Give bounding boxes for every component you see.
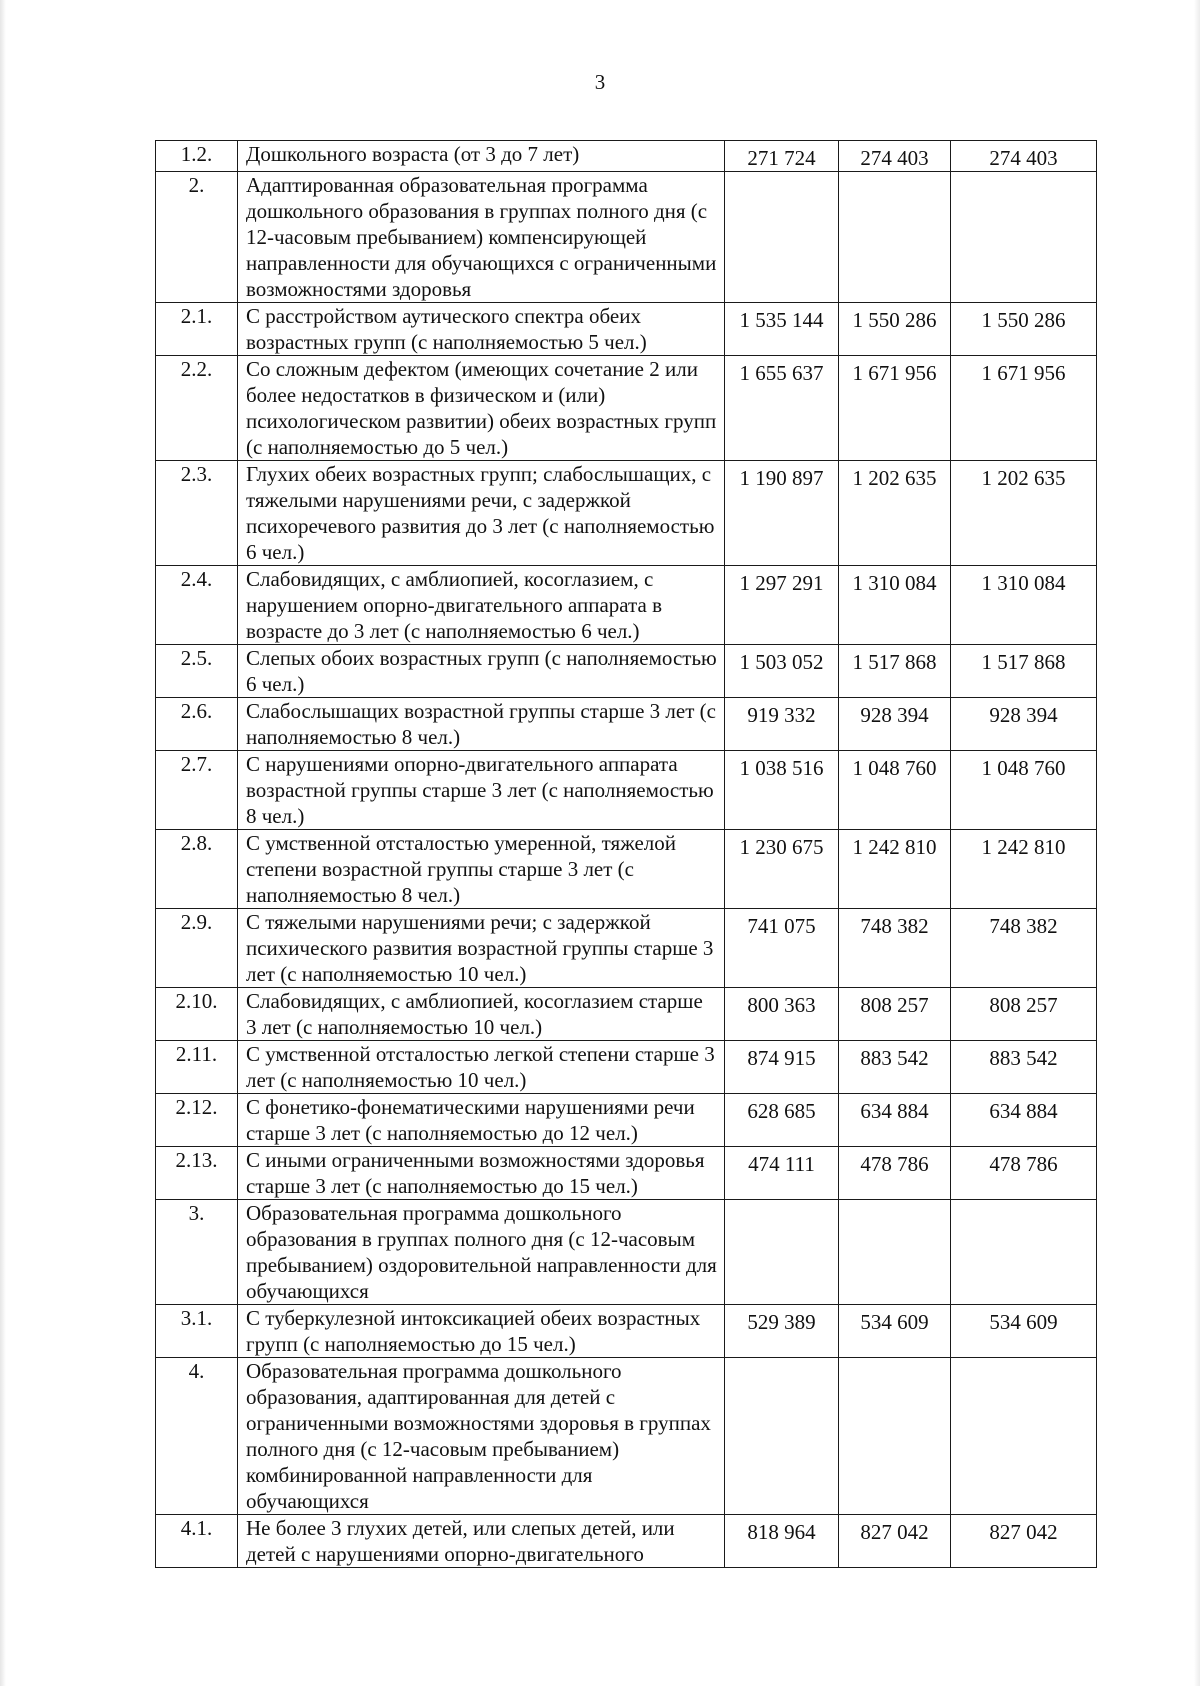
page-left-edge xyxy=(0,0,6,1686)
row-number: 2.12. xyxy=(156,1094,238,1147)
row-name: С фонетико-фонематическими нарушениями речи старше 3 лет (с наполняемостью до 12 чел.) xyxy=(238,1094,725,1147)
row-value-2: 1 048 760 xyxy=(839,751,951,830)
table-row xyxy=(156,1515,1097,1568)
row-value-3: 1 242 810 xyxy=(951,830,1097,909)
row-name: Со сложным дефектом (имеющих сочетание 2 или более недостатков в физическом и (или) психологическом развитии) обеих возрастных групп (с наполняемостью до 5 чел.) xyxy=(238,356,725,461)
table-row xyxy=(156,1094,1097,1147)
row-number: 2. xyxy=(156,172,238,303)
row-value-2: 808 257 xyxy=(839,988,951,1041)
row-value-2 xyxy=(839,1200,951,1305)
row-number: 3. xyxy=(156,1200,238,1305)
table-row xyxy=(156,1358,1097,1515)
row-value-1: 818 964 xyxy=(725,1515,839,1568)
row-name: С тяжелыми нарушениями речи; с задержкой психического развития возрастной группы старше 3 лет (с наполняемостью 10 чел.) xyxy=(238,909,725,988)
row-number: 2.8. xyxy=(156,830,238,909)
row-number: 2.4. xyxy=(156,566,238,645)
row-value-3: 827 042 xyxy=(951,1515,1097,1568)
row-name: Не более 3 глухих детей, или слепых детей, или детей с нарушениями опорно-двигательного xyxy=(238,1515,725,1568)
row-value-2: 1 517 868 xyxy=(839,645,951,698)
table-row xyxy=(156,172,1097,303)
table-row xyxy=(156,461,1097,566)
row-value-1: 1 503 052 xyxy=(725,645,839,698)
row-name: С расстройством аутического спектра обеих возрастных групп (с наполняемостью 5 чел.) xyxy=(238,303,725,356)
row-number: 2.11. xyxy=(156,1041,238,1094)
table-row xyxy=(156,698,1097,751)
row-value-3: 1 517 868 xyxy=(951,645,1097,698)
row-value-3: 1 550 286 xyxy=(951,303,1097,356)
row-value-1: 800 363 xyxy=(725,988,839,1041)
table-row xyxy=(156,751,1097,830)
table-row xyxy=(156,303,1097,356)
row-value-2: 748 382 xyxy=(839,909,951,988)
row-name: Слепых обоих возрастных групп (с наполняемостью 6 чел.) xyxy=(238,645,725,698)
row-value-2: 478 786 xyxy=(839,1147,951,1200)
row-number: 2.5. xyxy=(156,645,238,698)
row-name: Образовательная программа дошкольного образования, адаптированная для детей с ограниченными возможностями здоровья в группах полного дня (с 12-часовым пребыванием) комбинированной направленности для обучающихся xyxy=(238,1358,725,1515)
row-value-2: 883 542 xyxy=(839,1041,951,1094)
row-value-3: 1 048 760 xyxy=(951,751,1097,830)
rates-table-body xyxy=(156,141,1097,1568)
row-value-2: 634 884 xyxy=(839,1094,951,1147)
row-name: С умственной отсталостью умеренной, тяжелой степени возрастной группы старше 3 лет (с наполняемостью 8 чел.) xyxy=(238,830,725,909)
row-value-1: 919 332 xyxy=(725,698,839,751)
row-number: 2.13. xyxy=(156,1147,238,1200)
row-name: С иными ограниченными возможностями здоровья старше 3 лет (с наполняемостью до 15 чел.) xyxy=(238,1147,725,1200)
row-value-1 xyxy=(725,1358,839,1515)
row-value-2: 1 310 084 xyxy=(839,566,951,645)
row-value-3: 883 542 xyxy=(951,1041,1097,1094)
row-value-1 xyxy=(725,172,839,303)
row-value-3: 748 382 xyxy=(951,909,1097,988)
row-number: 2.1. xyxy=(156,303,238,356)
page-right-edge xyxy=(1194,0,1200,1686)
table-row xyxy=(156,1147,1097,1200)
row-value-1: 628 685 xyxy=(725,1094,839,1147)
row-value-1: 1 535 144 xyxy=(725,303,839,356)
rates-table xyxy=(155,140,1097,1568)
row-value-1: 529 389 xyxy=(725,1305,839,1358)
row-number: 4.1. xyxy=(156,1515,238,1568)
row-value-1: 1 655 637 xyxy=(725,356,839,461)
table-row xyxy=(156,988,1097,1041)
row-value-3: 634 884 xyxy=(951,1094,1097,1147)
table-row xyxy=(156,1041,1097,1094)
row-value-3: 1 671 956 xyxy=(951,356,1097,461)
row-value-2: 928 394 xyxy=(839,698,951,751)
row-value-3: 1 310 084 xyxy=(951,566,1097,645)
row-number: 3.1. xyxy=(156,1305,238,1358)
page-number: 3 xyxy=(594,70,606,94)
row-number: 2.7. xyxy=(156,751,238,830)
row-value-1: 1 190 897 xyxy=(725,461,839,566)
row-value-3: 808 257 xyxy=(951,988,1097,1041)
row-name: Слабовидящих, с амблиопией, косоглазием, с нарушением опорно-двигательного аппарата в возрасте до 3 лет (с наполняемостью 6 чел.) xyxy=(238,566,725,645)
row-value-2: 1 242 810 xyxy=(839,830,951,909)
row-value-2: 827 042 xyxy=(839,1515,951,1568)
row-value-1: 1 297 291 xyxy=(725,566,839,645)
table-row xyxy=(156,830,1097,909)
row-value-1: 271 724 xyxy=(725,141,839,172)
row-value-3: 928 394 xyxy=(951,698,1097,751)
row-name: Адаптированная образовательная программа дошкольного образования в группах полного дня (с 12-часовым пребыванием) компенсирующей направленности для обучающихся с ограниченными возможностями здоровья xyxy=(238,172,725,303)
row-value-3: 1 202 635 xyxy=(951,461,1097,566)
row-value-2: 1 202 635 xyxy=(839,461,951,566)
row-value-1: 874 915 xyxy=(725,1041,839,1094)
row-number: 2.10. xyxy=(156,988,238,1041)
table-row xyxy=(156,909,1097,988)
table-row xyxy=(156,1305,1097,1358)
row-number: 2.9. xyxy=(156,909,238,988)
row-value-3: 534 609 xyxy=(951,1305,1097,1358)
row-number: 2.2. xyxy=(156,356,238,461)
table-row xyxy=(156,1200,1097,1305)
row-name: Дошкольного возраста (от 3 до 7 лет) xyxy=(238,141,725,172)
row-value-1: 474 111 xyxy=(725,1147,839,1200)
table-row xyxy=(156,566,1097,645)
row-value-1 xyxy=(725,1200,839,1305)
row-value-2 xyxy=(839,1358,951,1515)
table-row xyxy=(156,356,1097,461)
row-value-3 xyxy=(951,1358,1097,1515)
row-name: Слабовидящих, с амблиопией, косоглазием старше 3 лет (с наполняемостью 10 чел.) xyxy=(238,988,725,1041)
row-number: 1.2. xyxy=(156,141,238,172)
row-name: С туберкулезной интоксикацией обеих возрастных групп (с наполняемостью до 15 чел.) xyxy=(238,1305,725,1358)
row-name: Глухих обеих возрастных групп; слабослышащих, с тяжелыми нарушениями речи, с задержкой психоречевого развития до 3 лет (с наполняемостью 6 чел.) xyxy=(238,461,725,566)
row-value-1: 741 075 xyxy=(725,909,839,988)
row-number: 2.3. xyxy=(156,461,238,566)
row-value-3 xyxy=(951,172,1097,303)
row-value-2 xyxy=(839,172,951,303)
row-value-3: 274 403 xyxy=(951,141,1097,172)
row-value-1: 1 038 516 xyxy=(725,751,839,830)
row-value-2: 1 671 956 xyxy=(839,356,951,461)
row-value-2: 534 609 xyxy=(839,1305,951,1358)
row-value-2: 1 550 286 xyxy=(839,303,951,356)
row-number: 4. xyxy=(156,1358,238,1515)
row-value-3 xyxy=(951,1200,1097,1305)
row-number: 2.6. xyxy=(156,698,238,751)
row-value-3: 478 786 xyxy=(951,1147,1097,1200)
row-name: Слабослышащих возрастной группы старше 3 лет (с наполняемостью 8 чел.) xyxy=(238,698,725,751)
row-name: С умственной отсталостью легкой степени старше 3 лет (с наполняемостью 10 чел.) xyxy=(238,1041,725,1094)
table-row xyxy=(156,141,1097,172)
table-row xyxy=(156,645,1097,698)
row-name: Образовательная программа дошкольного образования в группах полного дня (с 12-часовым пребыванием) оздоровительной направленности для обучающихся xyxy=(238,1200,725,1305)
row-value-2: 274 403 xyxy=(839,141,951,172)
row-name: С нарушениями опорно-двигательного аппарата возрастной группы старше 3 лет (с наполняемостью 8 чел.) xyxy=(238,751,725,830)
row-value-1: 1 230 675 xyxy=(725,830,839,909)
